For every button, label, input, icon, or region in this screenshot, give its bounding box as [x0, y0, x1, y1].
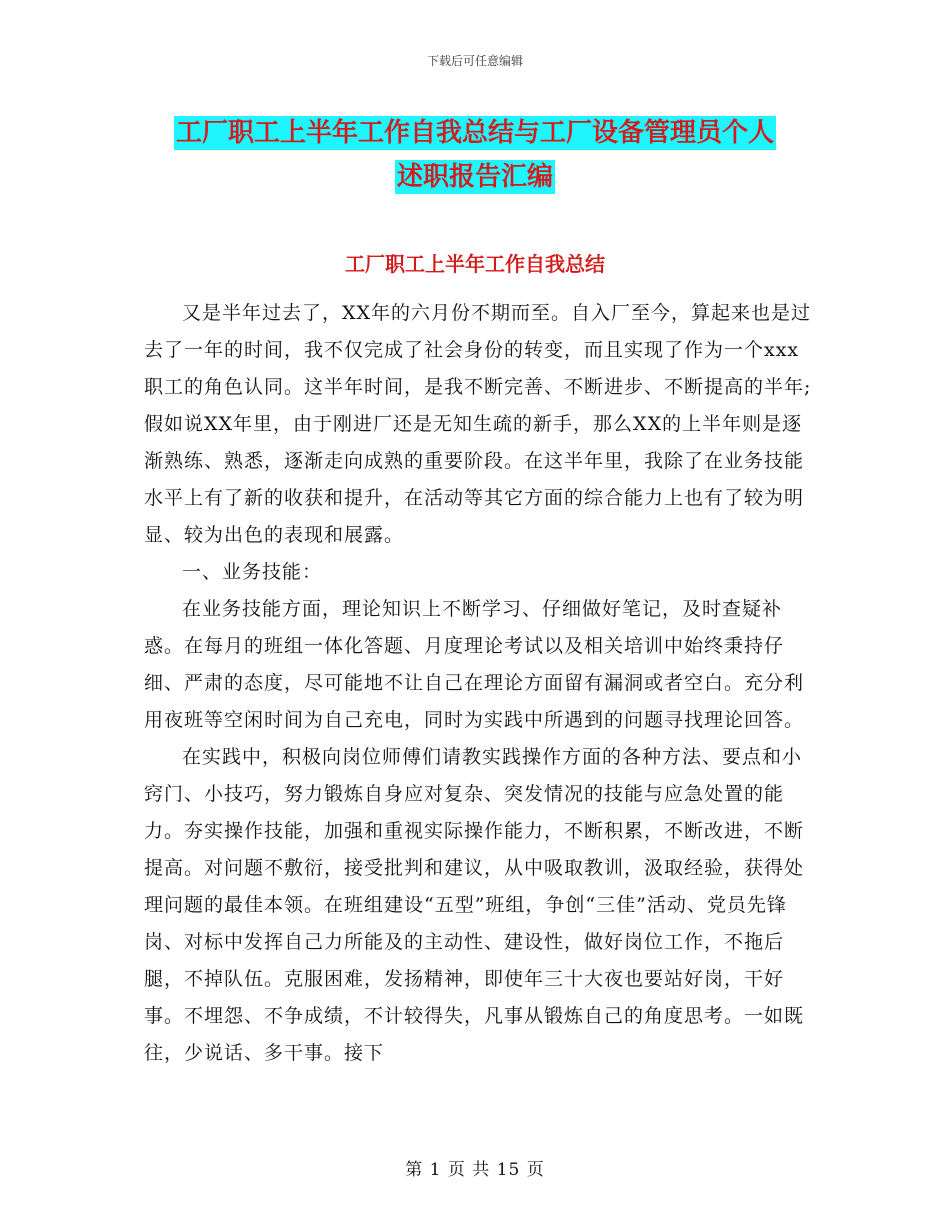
document-title	[0, 111, 950, 199]
paragraph-intro: 又是半年过去了，XX年的六月份不期而至。自入厂至今，算起来也是过去了一年的时间，我不仅完成了社会身份的转变，而且实现了作为一个xxx职工的角色认同。这半年时间，是我不断完善、不断进步、不断提高的半年;假如说XX年里，由于刚进厂还是无知生疏的新手，那么XX的上半年则是逐渐熟练、熟悉，逐渐走向成熟的重要阶段。在这半年里，我除了在业务技能水平上有了新的收获和提升，在活动等其它方面的综合能力上也有了较为明显、较为出色的表现和展露。	[144, 302, 812, 546]
paragraph-practice: 在实践中，积极向岗位师傅们请教实践操作方面的各种方法、要点和小窍门、小技巧，努力锻炼自身应对复杂、突发情况的技能与应急处置的能力。夯实操作技能，加强和重视实际操作能力，不断积累，不断改进，不断提高。对问题不敷衍，接受批判和建议，从中吸取教训，汲取经验，获得处理问题的最佳本领。在班组建设“五型”班组，争创“三佳”活动、党员先锋岗、对标中发挥自己力所能及的主动性、建设性，做好岗位工作，不拖后腿，不掉队伍。克服困难，发扬精神，即使年三十大夜也要站好岗，干好事。不埋怨、不争成绩，不计较得失，凡事从锻炼自己的角度思考。一如既往，少说话、多干事。接下	[144, 746, 805, 1064]
paragraph-heading-business-skills: 一、业务技能：	[182, 561, 323, 583]
page-footer: 第 1 页 共 15 页	[405, 1160, 545, 1180]
document-title-line-1: 工厂职工上半年工作自我总结与工厂设备管理员个人	[175, 118, 774, 148]
document-title-line-2: 述职报告汇编	[396, 162, 553, 192]
header-note: 下载后可任意编辑	[426, 54, 523, 68]
paragraph-theory: 在业务技能方面，理论知识上不断学习、仔细做好笔记，及时查疑补惑。在每月的班组一体化答题、月度理论考试以及相关培训中始终秉持仔细、严肃的态度，尽可能地不让自己在理论方面留有漏洞或者空白。充分利用夜班等空闲时间为自己充电，同时为实践中所遇到的问题寻找理论回答。	[144, 598, 805, 731]
section-title: 工厂职工上半年工作自我总结	[345, 252, 605, 276]
document-body	[144, 295, 814, 1072]
